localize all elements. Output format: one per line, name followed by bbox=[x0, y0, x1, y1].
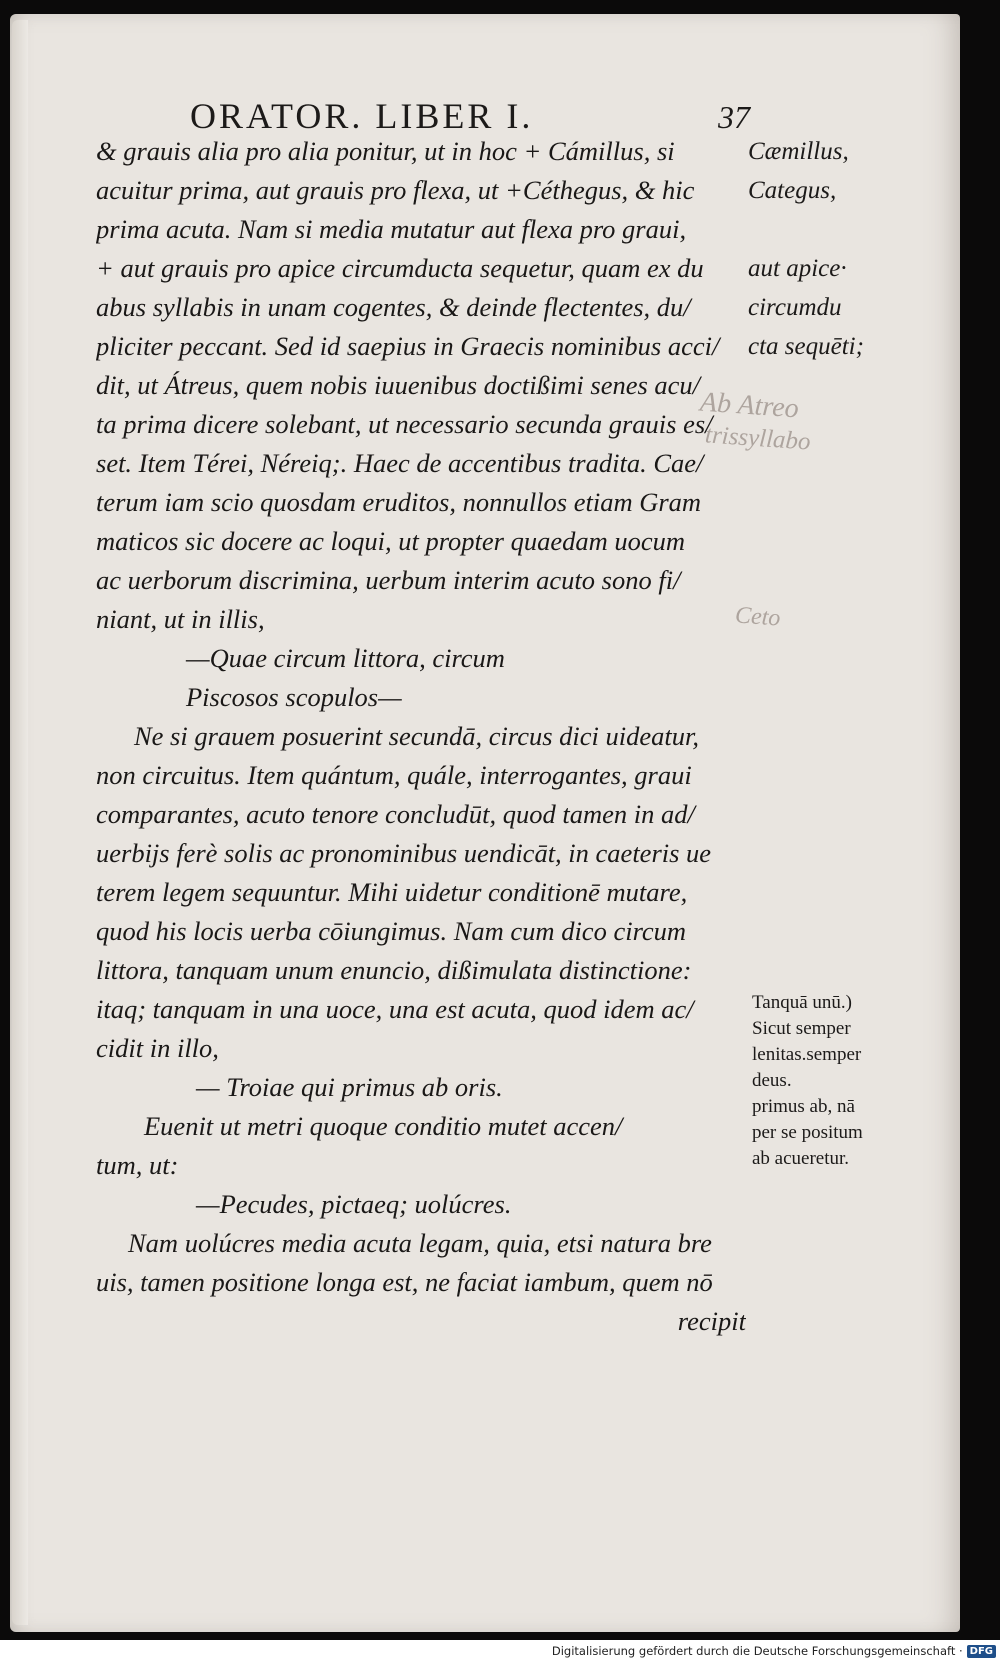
handwritten-note-1: Ab Atreo bbox=[699, 386, 800, 425]
folio-number: 37 bbox=[718, 99, 750, 135]
handwritten-note-2: trissyllabo bbox=[704, 421, 812, 456]
margin-note: deus. bbox=[752, 1070, 792, 1091]
margin-note: Categus, bbox=[748, 177, 837, 204]
digitization-footer bbox=[0, 1640, 1000, 1662]
margin-notes-upper bbox=[748, 132, 898, 366]
text-line: cidit in illo, bbox=[96, 1033, 219, 1063]
text-line: acuitur prima, aut grauis pro flexa, ut +Céthegus, & hic bbox=[96, 175, 695, 205]
text-line: set. Item Térei, Néreiq;. Haec de accentibus tradita. Cae/ bbox=[96, 448, 704, 478]
text-line: abus syllabis in unam cogentes, & deinde flectentes, du/ bbox=[96, 292, 691, 322]
margin-notes-lower bbox=[752, 990, 897, 1172]
text-line: ac uerborum discrimina, uerbum interim acuto sono fi/ bbox=[96, 565, 681, 595]
text-line: uerbijs ferè solis ac pronominibus uendicāt, in caeteris ue bbox=[96, 838, 712, 868]
margin-note: Sicut semper bbox=[752, 1018, 851, 1039]
text-line: dit, ut Átreus, quem nobis iuuenibus doctißimi senes acu/ bbox=[96, 370, 701, 400]
margin-note: primus ab, nā bbox=[752, 1096, 855, 1117]
text-line: — Troiae qui primus ab oris. bbox=[196, 1072, 503, 1102]
text-line: Piscosos scopulos— bbox=[186, 682, 402, 712]
margin-note: Tanquā unū.) bbox=[752, 992, 852, 1013]
margin-note: per se positum bbox=[752, 1122, 863, 1143]
margin-note: lenitas.semper bbox=[752, 1044, 862, 1065]
dfg-logo: DFG bbox=[967, 1645, 996, 1658]
text-line: niant, ut in illis, bbox=[96, 604, 265, 634]
text-line: —Pecudes, pictaeq; uolúcres. bbox=[196, 1189, 512, 1219]
text-line: tum, ut: bbox=[96, 1150, 179, 1180]
text-line: pliciter peccant. Sed id saepius in Graecis nominibus acci/ bbox=[96, 331, 720, 361]
footer-credit: Digitalisierung gefördert durch die Deutsche Forschungsgemeinschaft · bbox=[551, 1644, 963, 1658]
text-line: Euenit ut metri quoque conditio mutet accen/ bbox=[144, 1111, 623, 1141]
text-line: itaq; tanquam in una uoce, una est acuta, quod idem ac/ bbox=[96, 994, 694, 1024]
text-line: maticos sic docere ac loqui, ut propter quaedam uocum bbox=[96, 526, 686, 556]
page-edge bbox=[12, 20, 28, 1625]
text-line: Nam uolúcres media acuta legam, quia, etsi natura bre bbox=[128, 1228, 712, 1258]
margin-note: cta sequēti; bbox=[748, 333, 864, 360]
handwritten-note-3: Ceto bbox=[734, 602, 782, 632]
main-text-block bbox=[96, 132, 746, 1341]
text-line: quod his locis uerba cōiungimus. Nam cum dico circum bbox=[96, 916, 687, 946]
text-line: + aut grauis pro apice circumducta sequetur, quam ex du bbox=[96, 253, 704, 283]
margin-note: aut apice· bbox=[748, 255, 847, 282]
text-line: ta prima dicere solebant, ut necessario secunda grauis es/ bbox=[96, 409, 713, 439]
margin-note bbox=[748, 210, 898, 249]
text-line: recipit bbox=[677, 1306, 746, 1336]
running-title: ORATOR. LIBER I. bbox=[190, 96, 534, 136]
text-line: terum iam scio quosdam eruditos, nonnullos etiam Gram bbox=[96, 487, 702, 517]
text-line: Ne si grauem posuerint secundā, circus dici uideatur, bbox=[134, 721, 700, 751]
margin-note: circumdu bbox=[748, 294, 842, 321]
text-line: littora, tanquam unum enuncio, dißimulata distinctione: bbox=[96, 955, 692, 985]
text-line: —Quae circum littora, circum bbox=[186, 643, 505, 673]
text-line: prima acuta. Nam si media mutatur aut flexa pro graui, bbox=[96, 214, 687, 244]
text-line: non circuitus. Item quántum, quále, interrogantes, graui bbox=[96, 760, 692, 790]
margin-note: ab acueretur. bbox=[752, 1148, 850, 1169]
text-line: terem legem sequuntur. Mihi uidetur conditionē mutare, bbox=[96, 877, 688, 907]
running-header bbox=[190, 95, 750, 137]
text-line: uis, tamen positione longa est, ne faciat iambum, quem nō bbox=[96, 1267, 713, 1297]
text-line: comparantes, acuto tenore concludūt, quod tamen in ad/ bbox=[96, 799, 695, 829]
margin-note: Cæmillus, bbox=[748, 138, 849, 165]
text-line: & grauis alia pro alia ponitur, ut in hoc + Cámillus, si bbox=[96, 136, 675, 166]
